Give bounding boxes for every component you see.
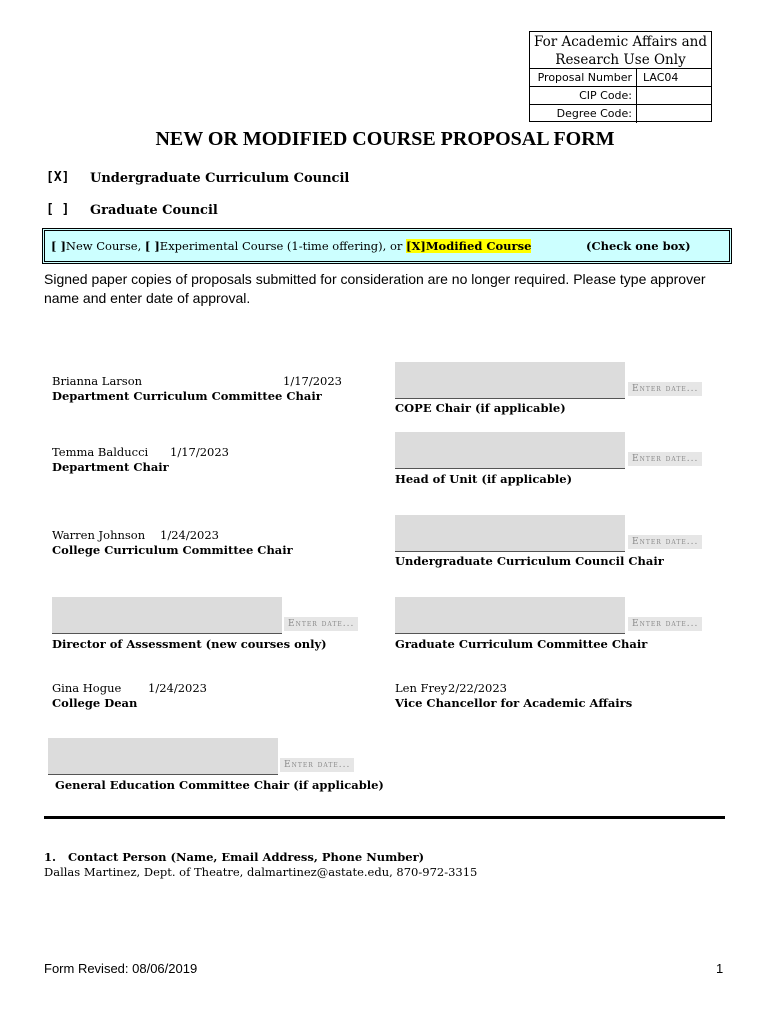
college-curriculum-chair-label: College Curriculum Committee Chair [52,543,293,557]
head-of-unit-signature-field[interactable] [395,432,625,469]
college-curriculum-chair-name[interactable]: Warren Johnson [52,528,146,542]
assessment-director-signature-field[interactable] [52,597,282,634]
head-of-unit-date-field[interactable]: Enter date... [628,452,702,466]
cip-code-field[interactable] [637,87,711,104]
notice-text: Signed paper copies of proposals submitted for consideration are no longer required. Please type approver name and enter date of approval. [44,271,706,306]
graduate-council-checkbox[interactable]: [ ] [46,202,70,217]
experimental-course-label: Experimental Course (1-time offering), [159,239,387,253]
contact-person-value[interactable]: Dallas Martinez, Dept. of Theatre, dalmartinez@astate.edu, 870-972-3315 [44,865,478,879]
grad-committee-chair-label: Graduate Curriculum Committee Chair [395,637,648,651]
dept-chair-name[interactable]: Temma Balducci [52,445,149,459]
dept-curriculum-chair-name[interactable]: Brianna Larson [52,374,143,388]
page-number: 1 [716,961,724,976]
grad-committee-chair-date-field[interactable]: Enter date... [628,617,702,631]
new-course-checkbox[interactable]: [ ] [51,239,66,253]
or-text: or [389,239,403,253]
college-curriculum-chair-date[interactable]: 1/24/2023 [160,528,219,542]
vice-chancellor-label: Vice Chancellor for Academic Affairs [395,696,633,710]
section-divider [44,816,725,819]
course-type-box [42,228,732,264]
vice-chancellor-name[interactable]: Len Frey [395,681,448,695]
college-dean-name[interactable]: Gina Hogue [52,681,122,695]
experimental-course-checkbox[interactable]: [ ] [144,239,160,253]
cope-chair-signature-field[interactable] [395,362,625,399]
admin-label: Degree Code: [530,105,637,123]
page-title: NEW OR MODIFIED COURSE PROPOSAL FORM [155,128,615,150]
ucc-chair-signature-field[interactable] [395,515,625,552]
gen-ed-chair-label: General Education Committee Chair (if applicable) [55,778,384,792]
admin-use-box [529,31,712,122]
dept-chair-date[interactable]: 1/17/2023 [170,445,229,459]
grad-committee-chair-signature-field[interactable] [395,597,625,634]
form-revised-date: Form Revised: 08/06/2019 [44,961,198,976]
gen-ed-chair-signature-field[interactable] [48,738,278,775]
dept-curriculum-chair-label: Department Curriculum Committee Chair [52,389,322,403]
college-dean-date[interactable]: 1/24/2023 [148,681,207,695]
head-of-unit-label: Head of Unit (if applicable) [395,472,573,486]
ucc-chair-date-field[interactable]: Enter date... [628,535,702,549]
vice-chancellor-date[interactable]: 2/22/2023 [448,681,507,695]
admin-row-degree-code [530,105,711,123]
cope-chair-label: COPE Chair (if applicable) [395,401,566,415]
new-course-label: New Course, [65,239,142,253]
ugc-label: Undergraduate Curriculum Council [90,171,350,186]
admin-box-title: For Academic Affairs and Research Use Only [530,32,711,69]
modified-course-checkbox[interactable]: [X] [406,239,426,253]
cope-chair-date-field[interactable]: Enter date... [628,382,702,396]
gen-ed-chair-date-field[interactable]: Enter date... [280,758,354,772]
ugc-checkbox[interactable]: [X] [46,170,70,185]
contact-person-heading: 1. Contact Person (Name, Email Address, Phone Number) [44,850,425,864]
ucc-chair-label: Undergraduate Curriculum Council Chair [395,554,664,568]
admin-label: CIP Code: [530,87,637,104]
proposal-number-field[interactable]: LAC04 [643,71,679,84]
check-one-instruction: (Check one box) [586,239,691,253]
degree-code-field[interactable] [637,105,711,123]
graduate-council-label: Graduate Council [90,203,218,218]
admin-row-proposal-number [530,69,711,87]
dept-chair-label: Department Chair [52,460,169,474]
admin-label: Proposal Number [530,69,637,86]
admin-row-cip-code [530,87,711,105]
dept-curriculum-chair-date[interactable]: 1/17/2023 [283,374,342,388]
college-dean-label: College Dean [52,696,138,710]
modified-course-label: Modified Course [425,239,532,253]
assessment-director-date-field[interactable]: Enter date... [284,617,358,631]
assessment-director-label: Director of Assessment (new courses only) [52,637,327,651]
